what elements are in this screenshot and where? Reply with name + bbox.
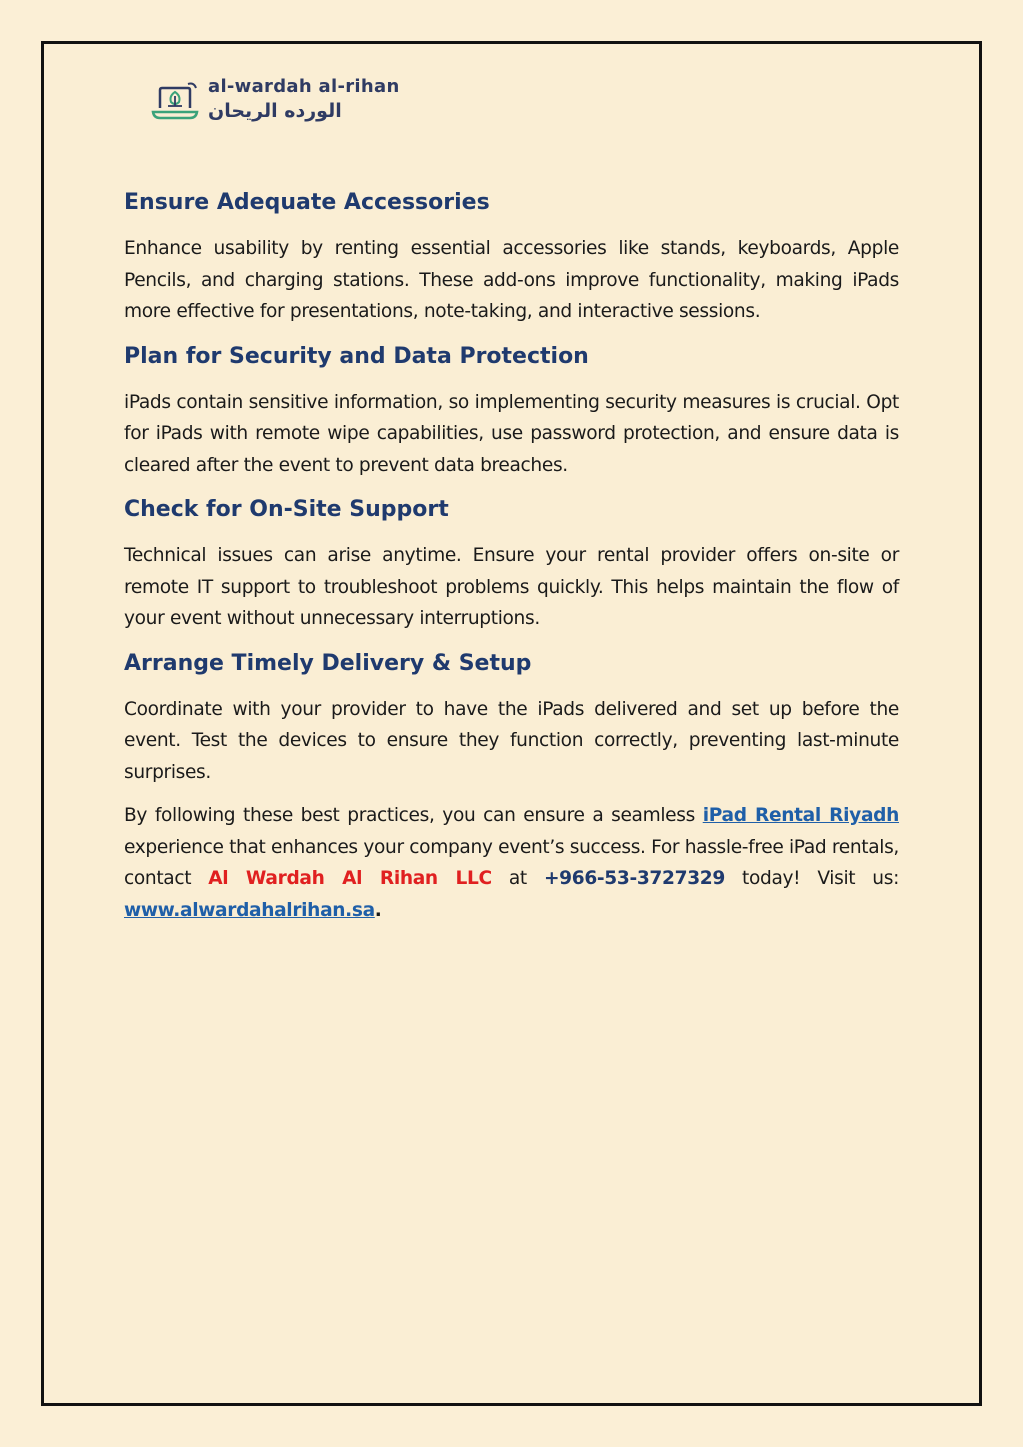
closing-text: By following these best practices, you can ensure a seamless [124,805,703,826]
logo-text-arabic: الورده الريحان [208,100,342,122]
website-link[interactable]: www.alwardahalrihan.sa [124,899,375,921]
closing-period: . [374,899,382,921]
section-body: iPads contain sensitive information, so implementing security measures is crucial. Opt for iPads with remote wipe capabilities, use password protection, and ensure data is cleared after the event to prevent data breaches. [124,391,899,476]
section-body: Coordinate with your provider to have the iPads delivered and set up before the event. Test the devices to ensure they function correctly, preventing last-minute surprises. [124,698,899,783]
closing-text: at [491,868,544,889]
article-content [124,186,899,926]
section-heading: Plan for Security and Data Protection [124,343,589,369]
section-body: Enhance usability by renting essential accessories like stands, keyboards, Apple Pencils, and charging stations. These add-ons improve functionality, making iPads more effective for presentations, note-taking, and interactive sessions. [124,238,899,322]
section-heading: Arrange Timely Delivery & Setup [124,650,532,676]
closing-text: experience that enhances your company event’s success. For hassle-free iPad rentals, contact [124,836,899,889]
section-heading: Ensure Adequate Accessories [124,190,490,215]
logo-text-english: al-wardah al-rihan [208,76,400,97]
laptop-rose-logo-icon [150,78,202,130]
section-security [124,340,899,482]
company-logo[interactable] [150,76,410,132]
section-heading: Check for On-Site Support [124,497,449,522]
company-name: Al Wardah Al Rihan LLC [208,868,492,889]
section-support [124,493,899,635]
closing-paragraph [124,800,899,926]
section-body: Technical issues can arise anytime. Ensure your rental provider offers on-site or remote IT support to troubleshoot problems quickly. This helps maintain the flow of your event without unnecessary interruptions. [124,545,899,629]
phone-number: +966-53-3727329 [543,868,725,889]
closing-text: today! Visit us: [724,868,899,889]
ipad-rental-riyadh-link[interactable]: iPad Rental Riyadh [702,805,899,826]
section-accessories [124,186,899,328]
section-delivery [124,647,899,789]
